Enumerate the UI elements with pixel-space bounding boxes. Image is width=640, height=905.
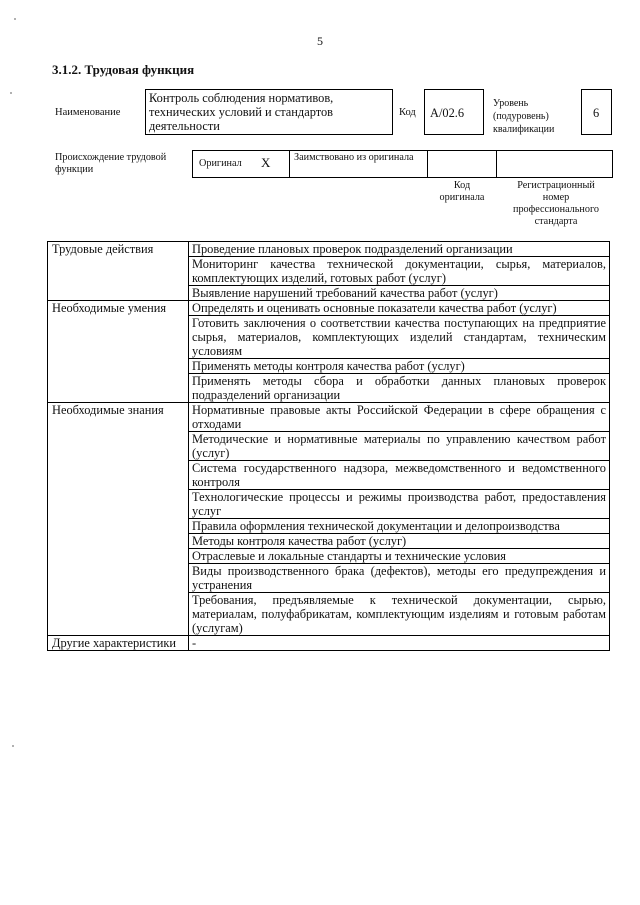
borrowed-label: Заимствовано из оригинала <box>294 152 414 163</box>
function-details-table <box>47 241 610 651</box>
function-name-value: Контроль соблюдения нормативов, технических условий и стандартов деятельности <box>149 91 334 133</box>
row-item-text: - <box>189 636 610 651</box>
origin-divider <box>289 150 290 178</box>
row-item-text: Технологические процессы и режимы производства работ, предоставления услуг <box>189 490 610 519</box>
row-item-text: Правила оформления технической документации и делопроизводства <box>189 519 610 534</box>
table-row <box>48 301 610 316</box>
origin-label: Происхождение трудовой функции <box>55 152 167 175</box>
row-category-label: Трудовые действия <box>48 242 189 301</box>
code-original-caption: Код оригинала <box>439 180 485 203</box>
row-item-text: Определять и оценивать основные показатели качества работ (услуг) <box>189 301 610 316</box>
code-value: A/02.6 <box>430 106 465 120</box>
row-item-text: Виды производственного брака (дефектов), методы его предупреждения и устранения <box>189 564 610 593</box>
level-value: 6 <box>593 106 600 120</box>
row-item-text: Мониторинг качества технической документации, сырья, материалов, комплектующих изделий, готовых работ (услуг) <box>189 257 610 286</box>
registration-number-caption: Регистрационный номер профессионального стандарта <box>513 180 599 227</box>
name-label: Наименование <box>55 107 121 118</box>
original-label: Оригинал <box>199 158 242 169</box>
row-item-text: Готовить заключения о соответствии качества поступающих на предприятие сырья, материалов, комплектующих изделий стандартам, техническим условиям <box>189 316 610 359</box>
scan-speck <box>14 18 16 20</box>
table-row <box>48 403 610 432</box>
origin-divider <box>427 150 428 178</box>
row-item-text: Методические и нормативные материалы по управлению качеством работ (услуг) <box>189 432 610 461</box>
row-item-text: Система государственного надзора, межведомственного и ведомственного контроля <box>189 461 610 490</box>
row-item-text: Отраслевые и локальные стандарты и технические условия <box>189 549 610 564</box>
page-number: 5 <box>317 34 323 48</box>
row-category-label: Необходимые умения <box>48 301 189 403</box>
row-item-text: Выявление нарушений требований качества работ (услуг) <box>189 286 610 301</box>
row-item-text: Применять методы сбора и обработки данных плановых проверок подразделений организации <box>189 374 610 403</box>
section-title: 3.1.2. Трудовая функция <box>52 62 195 77</box>
scan-speck <box>10 92 12 94</box>
code-label: Код <box>399 107 416 118</box>
scan-speck <box>12 745 14 747</box>
original-mark: X <box>261 155 271 170</box>
row-item-text: Проведение плановых проверок подразделений организации <box>189 242 610 257</box>
row-item-text: Применять методы контроля качества работ (услуг) <box>189 359 610 374</box>
row-category-label: Необходимые знания <box>48 403 189 636</box>
table-row <box>48 636 610 651</box>
row-item-text: Требования, предъявляемые к технической документации, сырью, материалам, полуфабрикатам, комплектующим изделиям и готовым работам (услугам) <box>189 593 610 636</box>
table-row <box>48 242 610 257</box>
origin-divider <box>496 150 497 178</box>
row-category-label: Другие характеристики <box>48 636 189 651</box>
row-item-text: Нормативные правовые акты Российской Федерации в сфере обращения с отходами <box>189 403 610 432</box>
row-item-text: Методы контроля качества работ (услуг) <box>189 534 610 549</box>
level-label: Уровень (подуровень) квалификации <box>493 98 555 135</box>
